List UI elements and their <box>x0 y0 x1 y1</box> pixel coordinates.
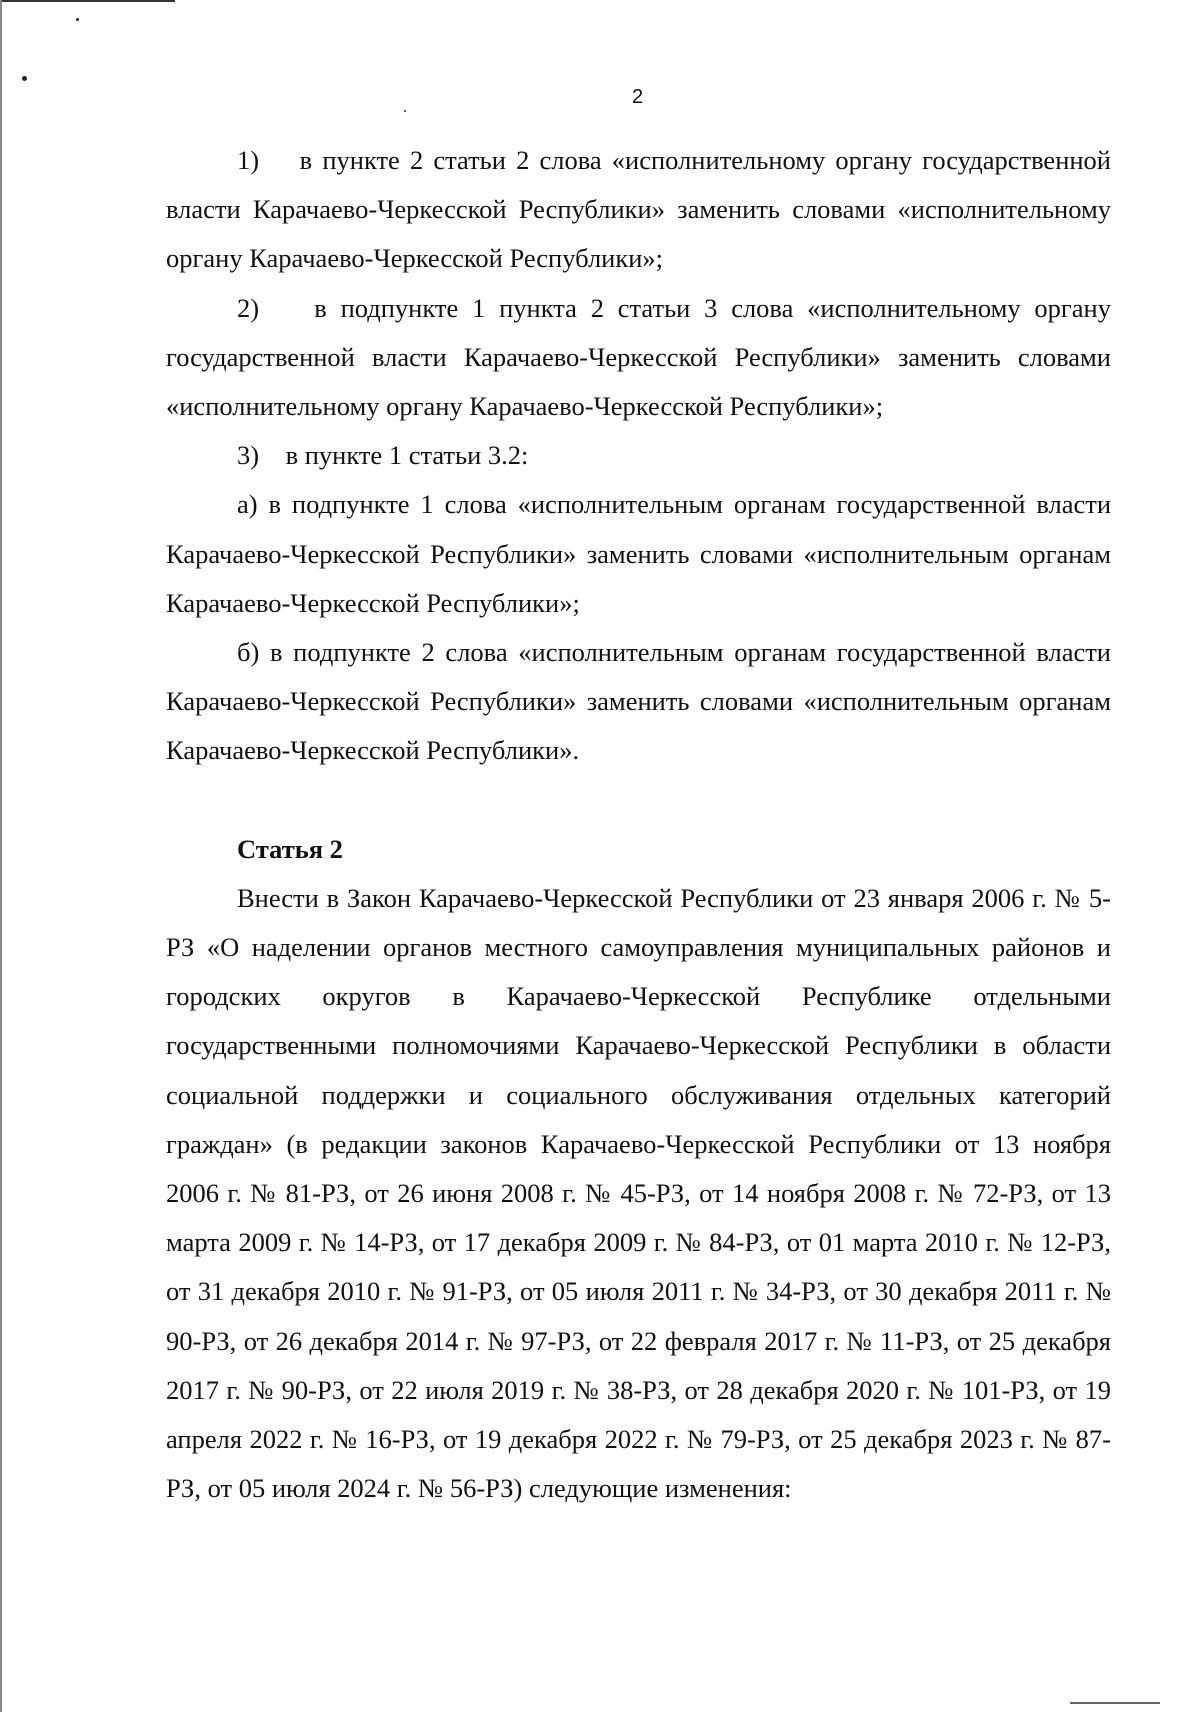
article-heading: Статья 2 <box>237 833 343 864</box>
scan-speck <box>404 110 406 112</box>
amendment-subitem-a: а) в подпункте 1 слова «исполнительным органам государственной власти Карачаево-Черкесской Республики» заменить словами «исполнительным органам Карачаево-Черкесской Республики»; <box>166 489 1111 618</box>
page-number: 2 <box>631 86 644 108</box>
scan-edge-top <box>0 0 175 2</box>
amendment-item-2: 2) в подпункте 1 пункта 2 статьи 3 слова «исполнительному органу государственной власти Карачаево-Черкесской Республики» заменить словами «исполнительному органу Карачаево-Черкесской Республики»; <box>166 292 1111 422</box>
scan-edge-left <box>0 0 2 1712</box>
scan-speck <box>22 76 27 81</box>
amendment-item-3: 3) в пункте 1 статьи 3.2: <box>237 440 529 471</box>
amendment-subitem-b: б) в подпункте 2 слова «исполнительным органам государственной власти Карачаево-Черкесской Республики» заменить словами «исполнительным органам Карачаево-Черкесской Республики». <box>166 637 1111 766</box>
document-body <box>166 136 1111 1513</box>
scan-edge-bottom <box>1070 1702 1160 1704</box>
amendment-item-1: 1) в пункте 2 статьи 2 слова «исполнительному органу государственной власти Карачаево-Черкесской Республики» заменить словами «исполнительному органу Карачаево-Черкесской Республики»; <box>166 145 1111 274</box>
article-paragraph: Внести в Закон Карачаево-Черкесской Республики от 23 января 2006 г. № 5-РЗ «О наделении органов местного самоуправления муниципальных районов и городских округов в Карачаево-Черкесской Республике отдельными государственными полномочиями Карачаево-Черкесской Республики в области социальной поддержки и социального обслуживания отдельных категорий граждан» (в редакции законов Карачаево-Черкесской Республики от 13 ноября 2006 г. № 81-РЗ, от 26 июня 2008 г. № 45-РЗ, от 14 ноября 2008 г. № 72-РЗ, от 13 марта 2009 г. № 14-РЗ, от 17 декабря 2009 г. № 84-РЗ, от 01 марта 2010 г. № 12-РЗ, от 31 декабря 2010 г. № 91-РЗ, от 05 июля 2011 г. № 34-РЗ, от 30 декабря 2011 г. № 90-РЗ, от 26 декабря 2014 г. № 97-РЗ, от 22 февраля 2017 г. № 11-РЗ, от 25 декабря 2017 г. № 90-РЗ, от 22 июля 2019 г. № 38-РЗ, от 28 декабря 2020 г. № 101-РЗ, от 19 апреля 2022 г. № 16-РЗ, от 19 декабря 2022 г. № 79-РЗ, от 25 декабря 2023 г. № 87-РЗ, от 05 июля 2024 г. № 56-РЗ) следующие изменения: <box>166 882 1111 1504</box>
scan-speck <box>76 18 79 21</box>
